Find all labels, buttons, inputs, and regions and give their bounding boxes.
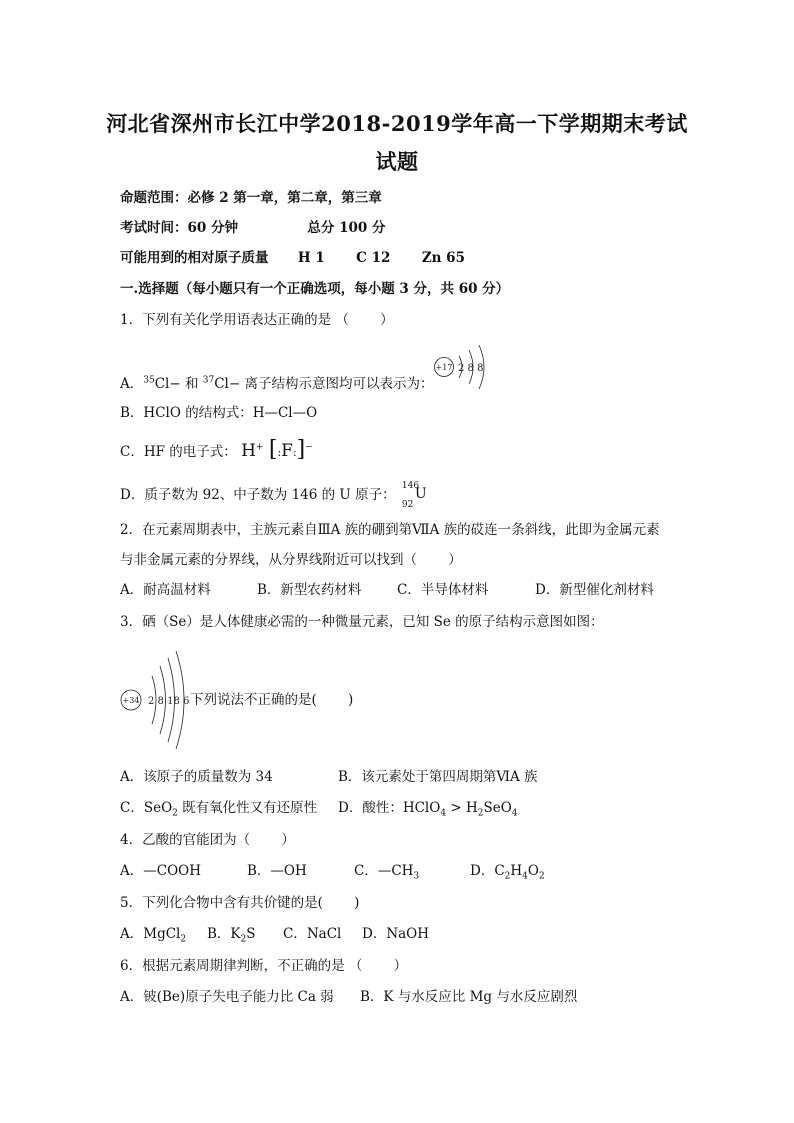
- exam-time: 考试时间：60 分钟: [120, 220, 238, 236]
- q3-c-pre: C．SeO: [120, 800, 173, 816]
- q3-option-d: [338, 798, 518, 818]
- q3-d-pre: D．酸性：HClO: [338, 800, 441, 816]
- time-line: [120, 218, 386, 238]
- atomic-mass-label: 可能用到的相对原子质量: [120, 250, 269, 266]
- u-mass-number: 146: [401, 480, 420, 491]
- q3-option-c: [120, 798, 317, 818]
- q2-option-a: A．耐高温材料: [120, 582, 211, 598]
- q3-option-b: B．该元素处于第四周期第ⅥA 族: [338, 769, 538, 785]
- q4-stem: 4．乙酸的官能团为（ ）: [120, 832, 295, 848]
- q2-stem-line1: 2．在元素周期表中，主族元素自ⅢA 族的硼到第ⅦA 族的砹连一条斜线，此即为金属元素: [120, 522, 660, 538]
- se-nucleus-label: +34: [122, 696, 140, 705]
- q5-b-pre: B．K: [207, 926, 241, 942]
- exam-title-line2: 试题: [375, 149, 419, 174]
- uranium-nuclide: [400, 480, 430, 510]
- u-atomic-number: 92: [401, 499, 414, 510]
- q5-option-d: D．NaOH: [362, 926, 430, 942]
- q4-d-s1: 2: [504, 871, 511, 882]
- u-symbol: U: [414, 485, 427, 502]
- q4-d-o: O: [527, 863, 539, 879]
- q2-option-b: B．新型农药材料: [257, 582, 362, 598]
- q3-option-a: A．该原子的质量数为 34: [120, 769, 273, 785]
- q3-c-post: 既有氧化性又有还原性: [177, 800, 318, 816]
- exam-title-line1: 河北省深州市长江中学2018-2019学年高一下学期期末考试: [106, 111, 688, 136]
- q3-d-mid: > H: [446, 800, 478, 816]
- total-score: 总分 100 分: [307, 220, 386, 236]
- cl-ion-structure-icon: [432, 344, 492, 390]
- q1-stem: 1．下列有关化学用语表达正确的是 （ ）: [120, 312, 394, 328]
- q3-stem: 3．硒（Se）是人体健康必需的一种微量元素，已知 Se 的原子结构示意图如图：: [120, 614, 604, 630]
- q2-option-d: D．新型催化剂材料: [535, 582, 654, 598]
- q5-option-c: C．NaCl: [283, 926, 342, 942]
- q4-d-s3: 2: [538, 871, 545, 882]
- q5-a-pre: A．MgCl: [120, 926, 181, 942]
- q1-option-a: [120, 374, 433, 394]
- section-heading: 一.选择题（每小题只有一个正确选项，每小题 3 分，共 60 分）: [120, 281, 510, 297]
- q1-c-prefix: C．HF 的电子式：: [120, 444, 237, 460]
- mass-h: H 1: [297, 250, 325, 266]
- hf-plus: +: [255, 442, 264, 453]
- q3-question: 下列说法不正确的是( ): [190, 692, 354, 708]
- q1-a-text2: Cl− 离子结构示意图均可以表示为：: [214, 376, 434, 392]
- q4-option-d: [470, 861, 545, 881]
- se-atom-structure-icon: [118, 650, 196, 750]
- se-shell-labels: 2 8 18 6: [148, 696, 190, 707]
- atomic-mass-line: [120, 248, 465, 268]
- cl-nucleus-label: +17: [435, 363, 453, 372]
- mass-zn: Zn 65: [421, 250, 465, 266]
- q4-d-pre: D．C: [470, 863, 505, 879]
- q2-stem-line2: 与非金属元素的分界线，从分界线附近可以找到（ ）: [120, 552, 462, 568]
- q5-a-sub: 2: [180, 934, 187, 945]
- cl-shell-labels: 2 8 8: [458, 363, 484, 374]
- q1-option-c: [120, 437, 313, 463]
- q5-b-sub: 2: [240, 934, 247, 945]
- q4-c-sub: 3: [413, 871, 420, 882]
- mass-c: C 12: [356, 250, 391, 266]
- q6-option-a: A．铍(Be)原子失电子能力比 Ca 弱: [120, 989, 334, 1005]
- q6-stem: 6．根据元素周期律判断，不正确的是 （ ）: [120, 958, 408, 974]
- q1-a-prefix: A．: [120, 376, 144, 392]
- q4-option-b: B．—OH: [247, 863, 307, 879]
- q3-d-sub1: 4: [440, 808, 447, 819]
- q3-d-mid2: SeO: [483, 800, 512, 816]
- hf-h: H: [241, 441, 256, 461]
- q1-option-d: [120, 480, 430, 510]
- q5-b-post: S: [246, 926, 256, 942]
- q4-d-h: H: [510, 863, 523, 879]
- q4-option-a: A．—COOH: [120, 863, 201, 879]
- hf-electron-formula: H+ [:F:]−: [241, 437, 313, 462]
- q1-d-prefix: D．质子数为 92、中子数为 146 的 U 原子：: [120, 487, 396, 503]
- hf-minus: −: [305, 442, 313, 453]
- q4-d-s2: 4: [522, 871, 528, 882]
- q5-option-a: [120, 924, 186, 944]
- q1-option-b: B．HClO 的结构式：H—Cl—O: [120, 405, 318, 421]
- q5-option-b: [207, 924, 256, 944]
- q6-option-b: B．K 与水反应比 Mg 与水反应剧烈: [360, 989, 578, 1005]
- q5-stem: 5．下列化合物中含有共价键的是( ): [120, 895, 360, 911]
- q1-a-text1: Cl− 和: [154, 376, 203, 392]
- q3-c-sub: 2: [172, 808, 178, 819]
- cl37-mass: 37: [202, 375, 215, 386]
- q4-c-pre: C．—CH: [354, 863, 414, 879]
- hf-f: F: [281, 441, 293, 461]
- q3-d-sub3: 4: [511, 808, 518, 819]
- scope-line: 命题范围：必修 2 第一章，第二章，第三章: [120, 190, 382, 206]
- q4-option-c: [354, 861, 419, 881]
- q2-option-c: C．半导体材料: [397, 582, 489, 598]
- q3-d-sub2: 2: [477, 808, 484, 819]
- cl35-mass: 35: [143, 375, 155, 386]
